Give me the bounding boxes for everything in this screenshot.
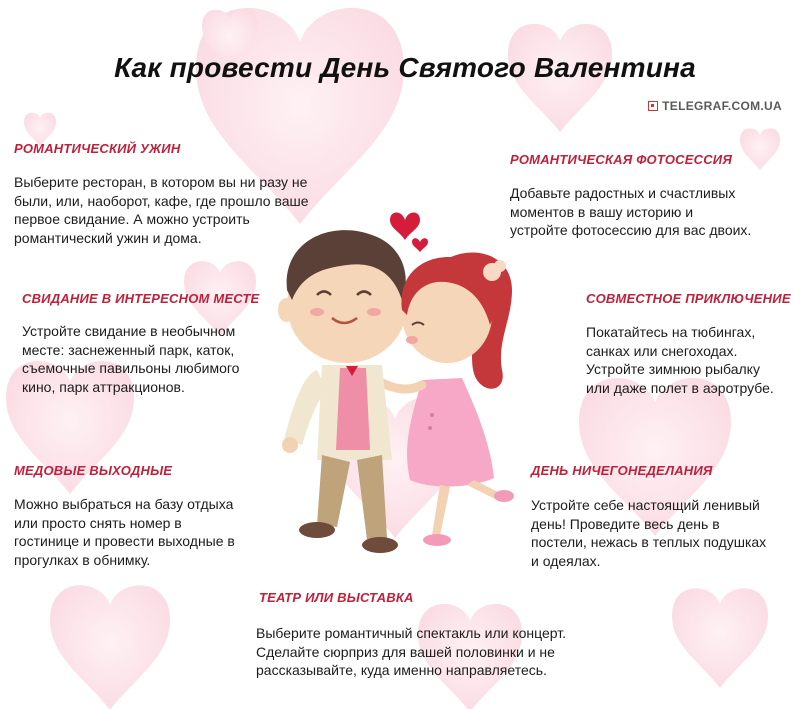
section-text-adventure xyxy=(586,323,806,397)
brand-icon xyxy=(648,101,658,111)
text-line: день! Проведите весь день в xyxy=(531,515,720,532)
section-text-honey-weekend xyxy=(14,495,279,569)
text-line: рассказывайте, куда именно направляетесь. xyxy=(256,662,547,679)
text-line: Можно выбраться на базу отдыха xyxy=(14,496,234,512)
text-line: Покатайтесь на тюбингах, xyxy=(586,324,756,340)
page-title: Как провести День Святого Валентина xyxy=(114,52,696,83)
heart-icon xyxy=(412,238,428,252)
text-line: Устройте свидание в необычном xyxy=(22,323,236,339)
text-line: Сделайте сюрприз для вашей половинки и не xyxy=(256,643,555,660)
text-line: первое свидание. А можно устроить xyxy=(14,211,250,228)
section-heading-theatre: ТЕАТР ИЛИ ВЫСТАВКА xyxy=(259,590,414,605)
text-line: устройте фотосессию для вас двоих. xyxy=(510,222,752,239)
text-line: месте: заснеженный парк, каток, xyxy=(22,341,235,358)
section-heading-dinner: РОМАНТИЧЕСКИЙ УЖИН xyxy=(14,141,181,156)
text-line: или просто снять номер в xyxy=(14,514,182,531)
text-line: были, или, наоборот, кафе, где прошло ваше xyxy=(14,192,309,209)
brand-label: TELEGRAF.COM.UA xyxy=(662,99,782,113)
text-line: Выберите ресторан, в котором вы ни разу не xyxy=(14,174,308,190)
text-line: прогулках в обнимку. xyxy=(14,551,151,568)
section-heading-lazy-day: ДЕНЬ НИЧЕГОНЕДЕЛАНИЯ xyxy=(531,463,713,478)
text-line: или даже полет в аэротрубе. xyxy=(586,379,774,396)
text-line: санках или снегоходах. xyxy=(586,342,738,359)
couple-illustration xyxy=(262,200,522,560)
section-text-date-place xyxy=(22,322,272,396)
text-line: и одеялах. xyxy=(531,552,601,569)
text-line: романтический ужин и дома. xyxy=(14,229,202,246)
text-line: гостинице и провести выходные в xyxy=(14,533,235,550)
text-line: постели, нежась в теплых подушках xyxy=(531,534,767,551)
text-line: Добавьте радостных и счастливых xyxy=(510,185,736,201)
section-text-photoshoot xyxy=(510,184,800,240)
section-heading-photoshoot: РОМАНТИЧЕСКАЯ ФОТОСЕССИЯ xyxy=(510,152,733,167)
section-text-lazy-day xyxy=(531,496,801,570)
text-line: Устройте зимнюю рыбалку xyxy=(586,361,760,378)
heart-icon xyxy=(390,213,420,241)
section-heading-adventure: СОВМЕСТНОЕ ПРИКЛЮЧЕНИЕ xyxy=(586,291,791,306)
section-heading-date-place: СВИДАНИЕ В ИНТЕРЕСНОМ МЕСТЕ xyxy=(22,291,260,306)
brand-logo[interactable] xyxy=(648,99,782,113)
text-line: моментов в вашу историю и xyxy=(510,203,694,220)
text-line: съемочные павильоны любимого xyxy=(22,360,240,377)
section-heading-honey-weekend: МЕДОВЫЕ ВЫХОДНЫЕ xyxy=(14,463,173,478)
section-text-theatre xyxy=(256,624,636,680)
text-line: кино, парк аттракционов. xyxy=(22,378,185,395)
text-line: Устройте себе настоящий ленивый xyxy=(531,497,760,513)
text-line: Выберите романтичный спектакль или концерт. xyxy=(256,625,567,641)
